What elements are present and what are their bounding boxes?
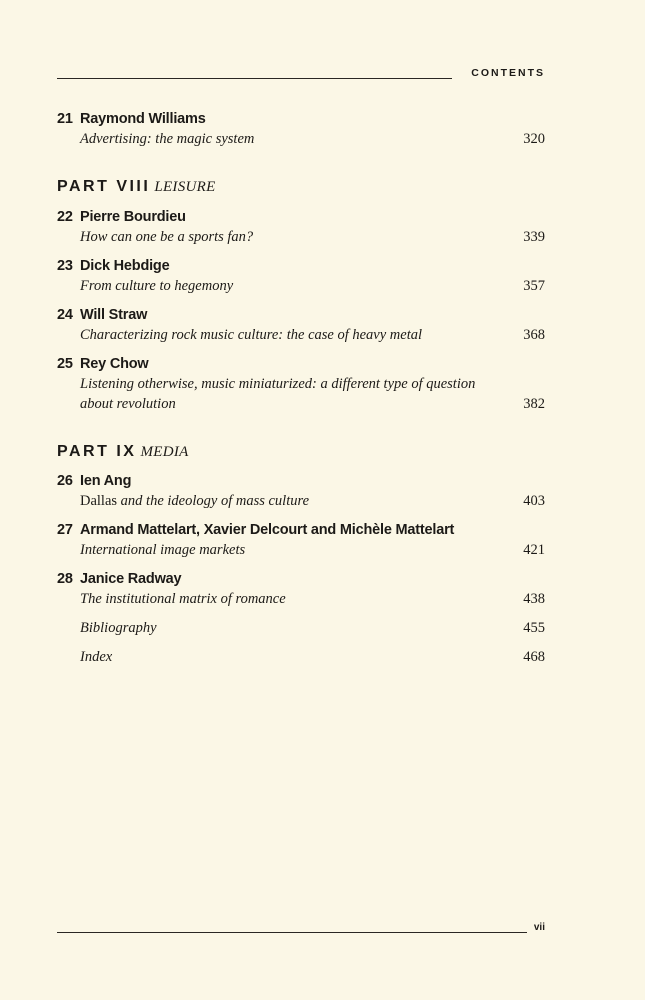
entry-number: 22	[57, 209, 73, 225]
entry-page: 438	[523, 591, 545, 607]
entry-title: Characterizing rock music culture: the case of heavy metal	[80, 327, 423, 343]
entry-title: and the ideology of mass culture	[117, 493, 310, 509]
header-rule	[57, 78, 452, 79]
entry-title: Advertising: the magic system	[80, 131, 255, 147]
entry-page: 403	[523, 493, 545, 509]
entry-title: International image markets	[80, 542, 246, 558]
toc-entry-28	[57, 569, 545, 609]
entry-page: 382	[523, 396, 545, 412]
entry-author: Dick Hebdige	[80, 258, 170, 274]
entry-number: 21	[57, 111, 73, 127]
part-title: MEDIA	[140, 444, 189, 460]
entry-page: 357	[523, 278, 545, 294]
entry-title-upright: Dallas	[80, 493, 118, 509]
toc-bibliography	[80, 618, 545, 638]
entry-number: 25	[57, 356, 73, 372]
entry-title-line-2: about revolution	[80, 396, 176, 412]
entry-title-line-1: Listening otherwise, music miniaturized: a different type of question	[80, 376, 476, 392]
part-label: PART IX	[57, 443, 137, 460]
entry-page: 320	[523, 131, 545, 147]
back-matter-page: 468	[523, 649, 545, 665]
entry-page: 339	[523, 229, 545, 245]
part-title: LEISURE	[154, 179, 216, 195]
toc-entry-26	[57, 471, 545, 511]
entry-title: From culture to hegemony	[80, 278, 234, 294]
toc-entry-24	[57, 305, 545, 345]
entry-number: 27	[57, 522, 73, 538]
toc-entry-27	[57, 520, 545, 560]
entry-number: 23	[57, 258, 73, 274]
toc-entry-25	[57, 354, 545, 414]
entry-author: Ien Ang	[80, 473, 132, 489]
entry-author: Raymond Williams	[80, 111, 206, 127]
toc-entry-22	[57, 207, 545, 247]
entry-number: 24	[57, 307, 73, 323]
entry-title: The institutional matrix of romance	[80, 591, 286, 607]
entry-number: 26	[57, 473, 73, 489]
entry-author: Pierre Bourdieu	[80, 209, 186, 225]
running-head: CONTENTS	[471, 67, 545, 79]
entry-author: Janice Radway	[80, 571, 182, 587]
entry-page: 421	[523, 542, 545, 558]
entry-number: 28	[57, 571, 73, 587]
entry-page: 368	[523, 327, 545, 343]
footer-rule	[57, 932, 527, 933]
back-matter-title: Bibliography	[80, 620, 157, 636]
part-heading-ix	[57, 442, 545, 462]
back-matter-page: 455	[523, 620, 545, 636]
back-matter-title: Index	[80, 649, 113, 665]
entry-author: Rey Chow	[80, 356, 149, 372]
part-heading-viii	[57, 177, 545, 197]
toc-index	[80, 647, 545, 667]
page-folio: vii	[533, 922, 545, 933]
toc-entry-21	[57, 109, 545, 149]
toc-entry-23	[57, 256, 545, 296]
entry-author: Will Straw	[80, 307, 148, 323]
part-label: PART VIII	[57, 178, 151, 195]
entry-author: Armand Mattelart, Xavier Delcourt and Michèle Mattelart	[80, 522, 455, 538]
entry-title: How can one be a sports fan?	[80, 229, 254, 245]
